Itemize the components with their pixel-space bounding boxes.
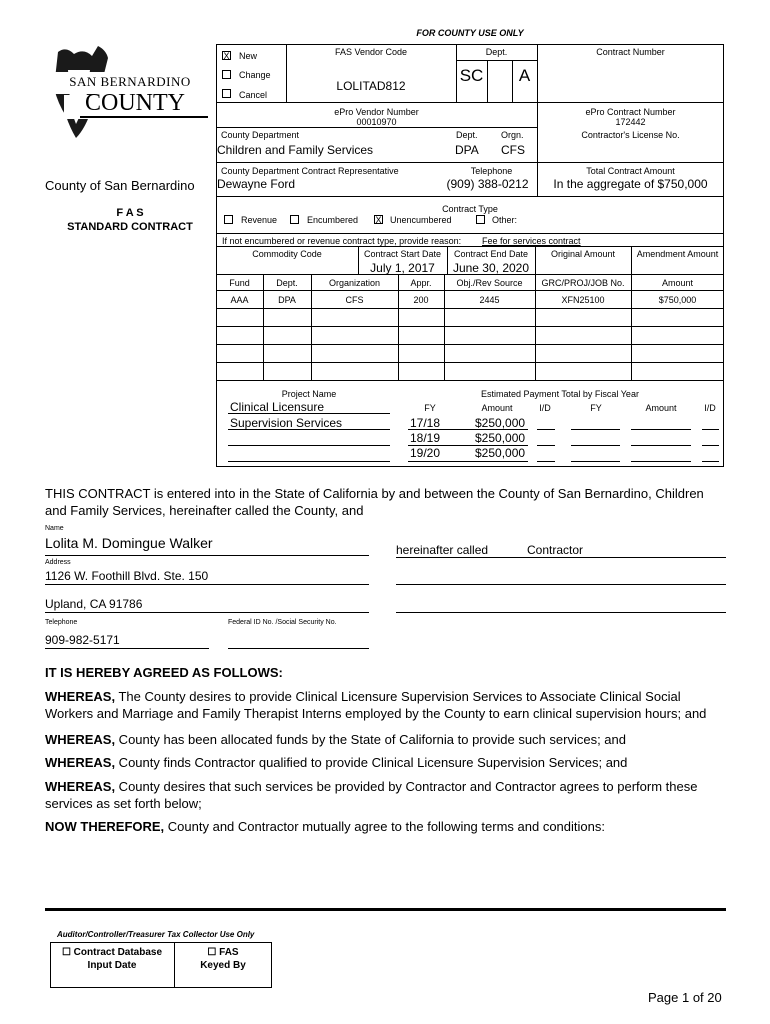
agreed-heading: IT IS HEREBY AGREED AS FOLLOWS: bbox=[45, 665, 283, 680]
logo-line1: SAN BERNARDINO bbox=[69, 74, 191, 89]
id-col-label: I/D bbox=[539, 403, 551, 413]
epro-contract-label: ePro Contract Number bbox=[585, 107, 676, 117]
intro-paragraph: THIS CONTRACT is entered into in the State of California by and between the County of San Bernardino, Children and Family Services, hereinafter called the County, and bbox=[45, 486, 704, 518]
logo-line2: COUNTY bbox=[85, 90, 185, 116]
col-fund: Fund bbox=[229, 278, 250, 288]
revenue-checkbox[interactable] bbox=[224, 215, 233, 224]
unencumbered-label: Unencumbered bbox=[390, 215, 452, 225]
contractor-telephone: 909-982-5171 bbox=[45, 633, 120, 647]
original-amount-label: Original Amount bbox=[550, 249, 616, 259]
estimated-payment-label: Estimated Payment Total by Fiscal Year bbox=[481, 389, 639, 399]
new-checkbox[interactable]: X bbox=[223, 51, 230, 61]
epro-vendor-label: ePro Vendor Number bbox=[334, 107, 419, 117]
dept-short-value: DPA bbox=[455, 143, 479, 157]
col-dept: Dept. bbox=[276, 278, 298, 288]
col-amount: Amount bbox=[661, 278, 694, 288]
dept-value: DPA bbox=[278, 295, 296, 305]
organization-value: CFS bbox=[345, 295, 364, 305]
project-name-label: Project Name bbox=[281, 389, 337, 399]
dept-label: Dept. bbox=[485, 47, 508, 57]
telephone-label: Telephone bbox=[45, 619, 78, 626]
fy-col-label-2: FY bbox=[590, 403, 602, 413]
keyed-by-label: Keyed By bbox=[200, 960, 246, 971]
fy-col-label: FY bbox=[424, 403, 436, 413]
reason-value: Fee for services contract bbox=[482, 236, 581, 246]
contract-database-checkbox[interactable]: ☐ Contract Database bbox=[61, 947, 163, 958]
appr-value: 200 bbox=[413, 295, 429, 305]
fas-checkbox[interactable]: ☐ FAS bbox=[207, 947, 239, 958]
contractor-name-label: Name bbox=[45, 525, 64, 532]
other-label: Other: bbox=[492, 215, 518, 225]
county-logo bbox=[44, 44, 212, 142]
encumbered-label: Encumbered bbox=[307, 215, 359, 225]
federal-id-label: Federal ID No. /Social Security No. bbox=[228, 619, 337, 626]
county-name: County of San Bernardino bbox=[45, 178, 195, 193]
end-date: June 30, 2020 bbox=[452, 261, 530, 275]
cancel-checkbox[interactable] bbox=[222, 89, 231, 98]
fy-amount-2: $250,000 bbox=[475, 431, 526, 445]
for-county-use-only: FOR COUNTY USE ONLY bbox=[416, 28, 524, 38]
other-checkbox[interactable] bbox=[476, 215, 485, 224]
fy-amount-1: $250,000 bbox=[475, 416, 526, 430]
contract-number-label: Contract Number bbox=[596, 47, 665, 57]
address-label: Address bbox=[45, 559, 71, 566]
new-label: New bbox=[239, 51, 258, 61]
contract-type-label: Contract Type bbox=[442, 204, 498, 214]
fas-label: F A S bbox=[116, 207, 144, 219]
fy-amount-3: $250,000 bbox=[475, 446, 526, 460]
bottom-rule bbox=[45, 908, 726, 911]
standard-contract-label: STANDARD CONTRACT bbox=[67, 221, 193, 233]
end-date-label: Contract End Date bbox=[453, 249, 529, 259]
now-therefore: NOW THEREFORE, County and Contractor mutually agree to the following terms and conditions: bbox=[45, 819, 605, 834]
fas-vendor-code-label: FAS Vendor Code bbox=[334, 47, 408, 57]
dept-short-label: Dept. bbox=[456, 130, 478, 140]
start-date-label: Contract Start Date bbox=[363, 249, 442, 259]
hereinafter-value: Contractor bbox=[527, 543, 584, 557]
fy-year-3: 19/20 bbox=[410, 446, 441, 460]
change-checkbox[interactable] bbox=[222, 70, 231, 79]
start-date: July 1, 2017 bbox=[370, 261, 435, 275]
grc-proj-value: XFN25100 bbox=[561, 295, 605, 305]
county-department: Children and Family Services bbox=[217, 143, 374, 157]
col-organization: Organization bbox=[328, 278, 381, 288]
rep-telephone-label: Telephone bbox=[470, 166, 513, 176]
total-amount: In the aggregate of $750,000 bbox=[553, 177, 708, 191]
epro-vendor-number: 00010970 bbox=[356, 117, 397, 127]
rep-label: County Department Contract Representative bbox=[221, 166, 399, 176]
total-amount-label: Total Contract Amount bbox=[586, 166, 675, 176]
change-label: Change bbox=[239, 70, 271, 80]
address-line1: 1126 W. Foothill Blvd. Ste. 150 bbox=[45, 569, 209, 583]
auditor-title: Auditor/Controller/Treasurer Tax Collector Use Only bbox=[57, 930, 255, 939]
amount-value: $750,000 bbox=[658, 295, 697, 305]
license-label: Contractor's License No. bbox=[581, 130, 680, 140]
fund-value: AAA bbox=[230, 295, 249, 305]
project-name-line1: Clinical Licensure bbox=[230, 400, 325, 414]
county-department-label: County Department bbox=[221, 130, 300, 140]
page-number: Page 1 of 20 bbox=[648, 990, 722, 1005]
epro-contract-number: 172442 bbox=[615, 117, 646, 127]
amount-col-label: Amount bbox=[481, 403, 513, 413]
obj-rev-value: 2445 bbox=[479, 295, 500, 305]
col-obj-rev: Obj./Rev Source bbox=[456, 278, 523, 288]
orgn-label: Orgn. bbox=[501, 130, 524, 140]
id-col-label-2: I/D bbox=[704, 403, 716, 413]
dept-code-2: A bbox=[518, 66, 531, 85]
project-name-line2: Supervision Services bbox=[230, 416, 343, 430]
fy-year-1: 17/18 bbox=[410, 416, 441, 430]
dept-code-1: SC bbox=[459, 66, 484, 85]
revenue-label: Revenue bbox=[241, 215, 278, 225]
fy-year-2: 18/19 bbox=[410, 431, 441, 445]
whereas-1: WHEREAS, The County desires to provide Clinical Licensure Supervision Services to Associate Clinical Social Workers and Marriage and Family Therapist Interns employed by the County to earn clinical supervision hours; and bbox=[45, 689, 707, 721]
amount-col-label-2: Amount bbox=[645, 403, 677, 413]
commodity-code-label: Commodity Code bbox=[252, 249, 322, 259]
reason-label: If not encumbered or revenue contract type, provide reason: bbox=[222, 236, 462, 246]
fas-vendor-code: LOLITAD812 bbox=[336, 79, 406, 93]
rep-name: Dewayne Ford bbox=[217, 177, 296, 191]
whereas-4: WHEREAS, County desires that such services be provided by Contractor and Contractor agrees to perform these services as set forth below; bbox=[45, 779, 698, 811]
contractor-name: Lolita M. Domingue Walker bbox=[45, 535, 213, 551]
unencumbered-checkbox[interactable]: X bbox=[375, 215, 382, 225]
address-line2: Upland, CA 91786 bbox=[45, 597, 143, 611]
col-appr: Appr. bbox=[410, 278, 432, 288]
rep-telephone: (909) 388-0212 bbox=[446, 177, 529, 191]
input-date-label: Input Date bbox=[87, 960, 137, 971]
cancel-label: Cancel bbox=[239, 90, 268, 100]
amendment-amount-label: Amendment Amount bbox=[636, 249, 719, 259]
whereas-2: WHEREAS, County has been allocated funds by the State of California to provide such services; and bbox=[45, 732, 626, 747]
orgn-value: CFS bbox=[501, 143, 525, 157]
whereas-3: WHEREAS, County finds Contractor qualified to provide Clinical Licensure Supervision Services; and bbox=[45, 755, 628, 770]
encumbered-checkbox[interactable] bbox=[290, 215, 299, 224]
hereinafter-called: hereinafter called bbox=[396, 543, 489, 557]
col-grc-proj: GRC/PROJ/JOB No. bbox=[541, 278, 625, 288]
